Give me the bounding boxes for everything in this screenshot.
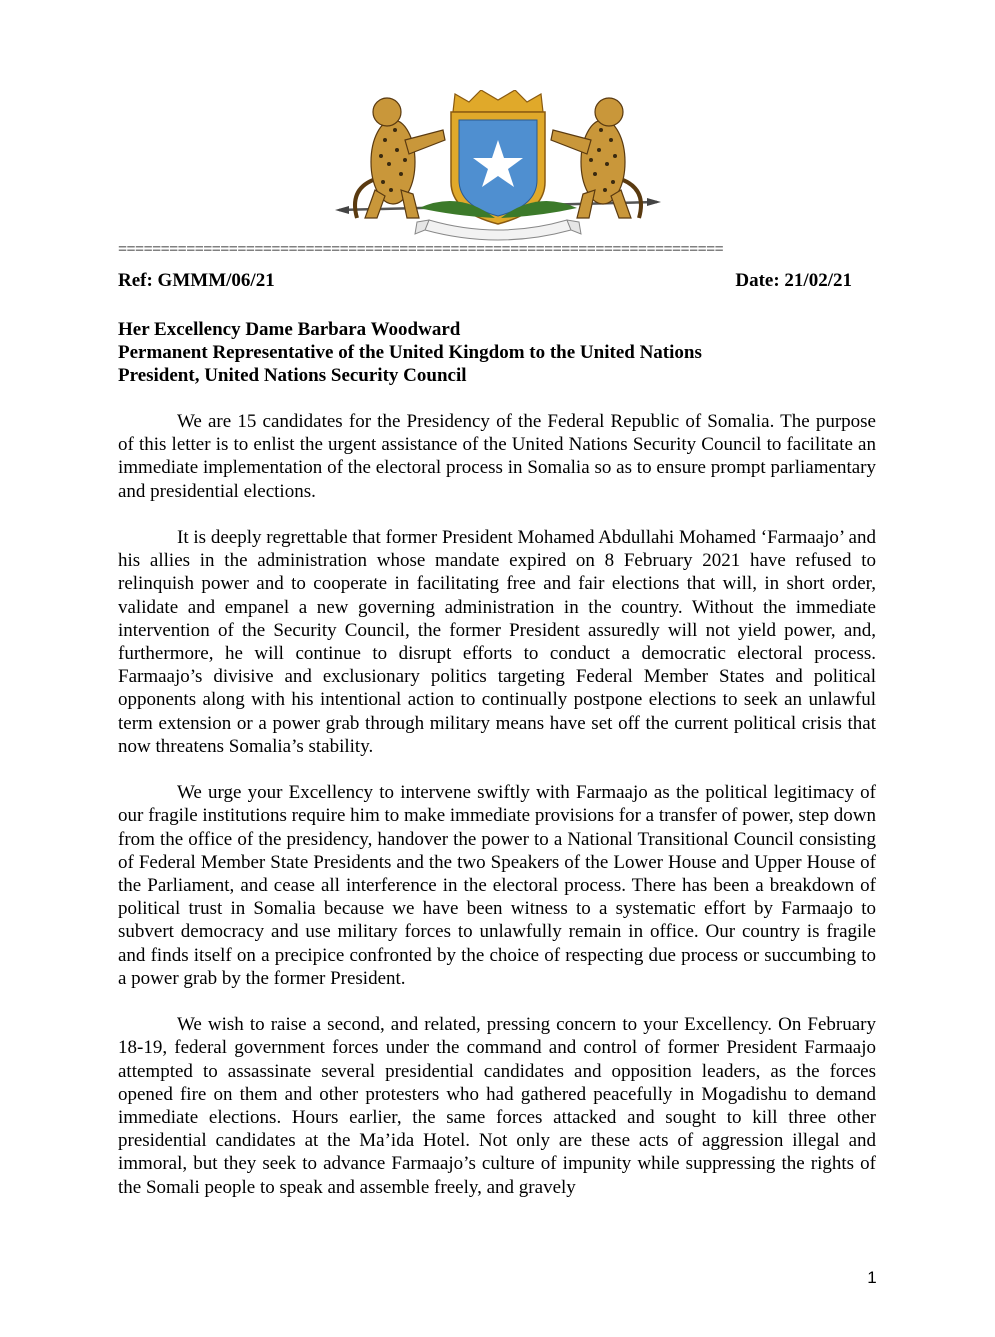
body-paragraph: It is deeply regrettable that former President Mohamed Abdullahi Mohamed ‘Farmaajo’ and his allies in the administration whose mandate expired on 8 February 2021 have refused to relinquish power and to cooperate in facilitating free and fair elections that will, in short order, validate and empanel a new governing administration in the country. Without the immediate intervention of the Security Council, the former President assuredly will not yield power, and, furthermore, he will continue to disrupt efforts to conduct a democratic electoral process. Farmaajo’s divisive and exclusionary politics targeting Federal Member States and political opponents along with his intentional action to continually postpone elections to seek an unlawful term extension or a power grab through military means have set off the current political crisis that now threatens Somalia’s stability.: [118, 527, 876, 757]
body-paragraph: We are 15 candidates for the Presidency of the Federal Republic of Somalia. The purpose of this letter is to enlist the urgent assistance of the United Nations Security Council to facilitate an immediate implementation of the electoral process in Somalia so as to ensure prompt parliamentary and presidential elections.: [118, 411, 876, 502]
body-paragraph: We urge your Excellency to intervene swiftly with Farmaajo as the political legitimacy of our fragile institutions require him to make immediate provisions for a transfer of power, step down from the office of the presidency, handover the power to a National Transitional Council consisting of Federal Member State Presidents and the two Speakers of the Lower House and Upper House of the Parliament, and cease all interference in the electoral process. There has been a breakdown of political trust in Somalia because we have been witness to a systematic effort by Farmaajo to subvert democracy and use military forces to unlawfully remain in office. Our country is fragile and finds itself on a precipice confronted by the choice of respecting due process or succumbing to a power grab by the former President.: [118, 782, 876, 989]
reference-line: [118, 268, 858, 294]
addressee-title: Permanent Representative of the United Kingdom to the United Nations: [118, 342, 702, 363]
somalia-coat-of-arms-icon: [335, 90, 661, 248]
body-paragraph: We wish to raise a second, and related, pressing concern to your Excellency. On February 18-19, federal government forces under the command and control of former President Farmaajo attempted to assassinate several presidential candidates and opposition leaders, as the forces opened fire on them and other protesters who had gathered peacefully in Mogadishu to demand immediate elections. Hours earlier, the same forces attacked and sought to kill three other presidential candidates at the Ma’ida Hotel. Not only are these acts of aggression illegal and immoral, but they seek to advance Farmaajo’s culture of impunity while suppressing the rights of the Somali people to speak and assemble freely, and gravely: [118, 1014, 876, 1198]
reference-number: Ref: GMMM/06/21: [118, 270, 275, 291]
addressee-block: [118, 318, 878, 387]
addressee-role: President, United Nations Security Council: [118, 365, 467, 386]
header-separator: =======================================================================: [118, 241, 724, 258]
letter-date: Date: 21/02/21: [735, 270, 852, 291]
letter-body: [118, 410, 876, 1222]
page-number: 1: [867, 1268, 877, 1287]
addressee-name: Her Excellency Dame Barbara Woodward: [118, 319, 461, 340]
